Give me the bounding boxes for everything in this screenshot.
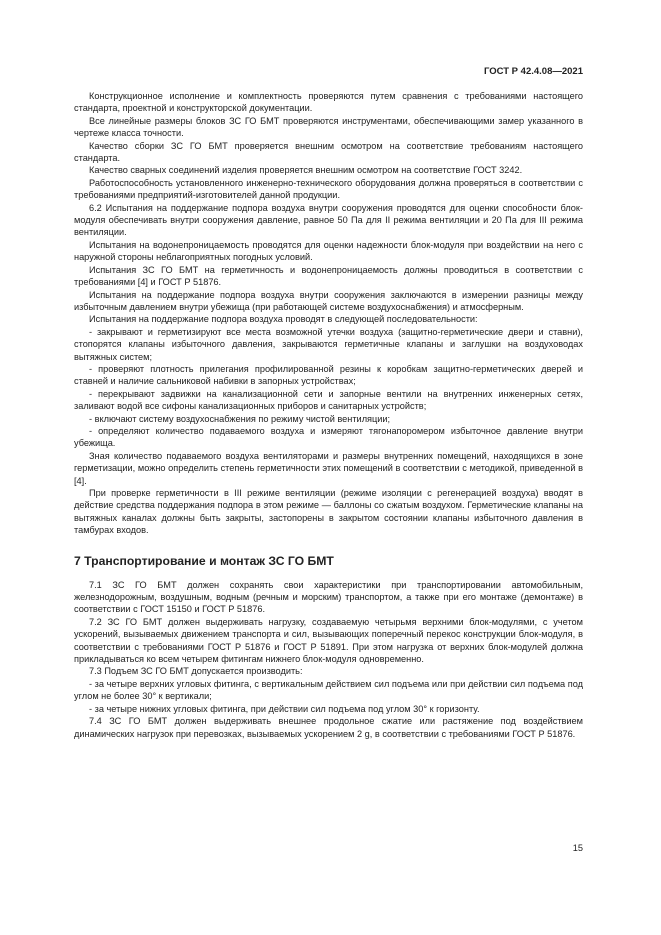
paragraph: Испытания на водонепроницаемость проводятся для оценки надежности блок-модуля при воздействии на него с наружной стороны неблагоприятных погодных условий.	[74, 239, 583, 263]
paragraph: Все линейные размеры блоков ЗС ГО БМТ проверяются инструментами, обеспечивающими замер указанного в чертеже класса точности.	[74, 115, 583, 139]
paragraph: 7.1 ЗС ГО БМТ должен сохранять свои характеристики при транспортировании автомобильным, железнодорожным, воздушным, водным (речным и морским) транспортом, а также при его монтаже (демонтаже) в соответствии с ГОСТ 15150 и ГОСТ Р 51876.	[74, 579, 583, 615]
paragraph: Испытания ЗС ГО БМТ на герметичность и водонепроницаемость должны проводиться в соответствии с требованиями [4] и ГОСТ Р 51876.	[74, 264, 583, 288]
paragraph: Зная количество подаваемого воздуха вентиляторами и размеры внутренних помещений, находящихся в зоне герметизации, можно определить степень герметичности этих помещений в соответствии с методикой, приведенной в [4].	[74, 450, 583, 486]
paragraph: 6.2 Испытания на поддержание подпора воздуха внутри сооружения проводятся для оценки способности блок-модуля обеспечивать внутри сооружения давление, равное 50 Па для II режима вентиляции и 20 Па для III режима вентиляции.	[74, 202, 583, 238]
paragraph: 7.2 ЗС ГО БМТ должен выдерживать нагрузку, создаваемую четырьмя верхними блок-модулями, с учетом ускорений, вызываемых движением транспорта и сил, вызывающих поперечный перекос конструкции блок-модуля, в соответствии с требованиями ГОСТ Р 51876 и ГОСТ Р 51891. При этом нагрузка от верхних блок-модулей должна прикладываться ко всем четырем фитингам нижнего блок-модуля одновременно.	[74, 616, 583, 665]
paragraph: При проверке герметичности в III режиме вентиляции (режиме изоляции с регенерацией воздуха) вводят в действие средства поддержания подпора в этом режиме — баллоны со сжатым воздухом. Герметические клапаны на вытяжных каналах должны быть закрыты, застопорены в закрытом состоянии клапаны избыточного давления в тамбурах входов.	[74, 488, 583, 536]
paragraph: Качество сварных соединений изделия проверяется внешним осмотром на соответствие ГОСТ 3242.	[89, 165, 523, 176]
page-number: 15	[572, 843, 583, 853]
list-item: - закрывают и герметизируют все места возможной утечки воздуха (защитно-герметические двери и ставни), стопорятся клапаны избыточного давления, закрываются герметичные клапаны и заглушки на воздуховодах вытяжных систем;	[74, 326, 583, 362]
list-item: - определяют количество подаваемого воздуха и измеряют тягонапоромером избыточное давление внутри убежища.	[74, 425, 583, 449]
paragraph: 7.3 Подъем ЗС ГО БМТ допускается производить:	[89, 666, 303, 677]
document-code: ГОСТ Р 42.4.08—2021	[483, 66, 583, 77]
list-item: - включают систему воздухоснабжения по режиму чистой вентиляции;	[89, 413, 391, 424]
section-7-body	[74, 579, 583, 740]
section-6-continuation	[74, 90, 583, 537]
list-item: - за четыре нижних угловых фитинга, при действии сил подъема под углом 30° к горизонту.	[89, 703, 480, 714]
list-item: - перекрывают задвижки на канализационной сети и запорные вентили на внутренних инженерных сетях, заливают водой все сифоны канализационных приборов и санитарных устройств;	[74, 388, 583, 412]
paragraph: 7.4 ЗС ГО БМТ должен выдерживать внешнее продольное сжатие или растяжение под воздействием динамических нагрузок при перевозках, вызываемых ускорением 2 g, в соответствии с требованиями ГОСТ Р 51876.	[74, 716, 583, 739]
list-item: - проверяют плотность прилегания профилированной резины к коробкам защитно-герметических дверей и ставней и наличие сальниковой набивки в запорных устройствах;	[74, 363, 583, 387]
paragraph: Испытания на поддержание подпора воздуха внутри сооружения заключаются в измерении разницы между избыточным давлением внутри убежища (при работающей системе воздухоснабжения) и атмосферным.	[74, 289, 583, 312]
section-heading: 7 Транспортирование и монтаж ЗС ГО БМТ	[74, 553, 334, 568]
paragraph: Испытания на поддержание подпора воздуха проводят в следующей последовательности:	[89, 314, 478, 325]
list-item: - за четыре верхних угловых фитинга, с вертикальным действием сил подъема или при действии сил подъема под углом не более 30° к вертикали;	[74, 678, 583, 702]
paragraph: Конструкционное исполнение и комплектность проверяются путем сравнения с требованиями настоящего стандарта, проектной и конструкторской документации.	[74, 91, 583, 114]
paragraph: Качество сборки ЗС ГО БМТ проверяется внешним осмотром на соответствие требованиям настоящего стандарта.	[74, 140, 583, 164]
page-content	[74, 90, 583, 740]
paragraph: Работоспособность установленного инженерно-технического оборудования должна проверяться в соответствии с требованиями предприятий-изготовителей данной продукции.	[74, 177, 583, 201]
